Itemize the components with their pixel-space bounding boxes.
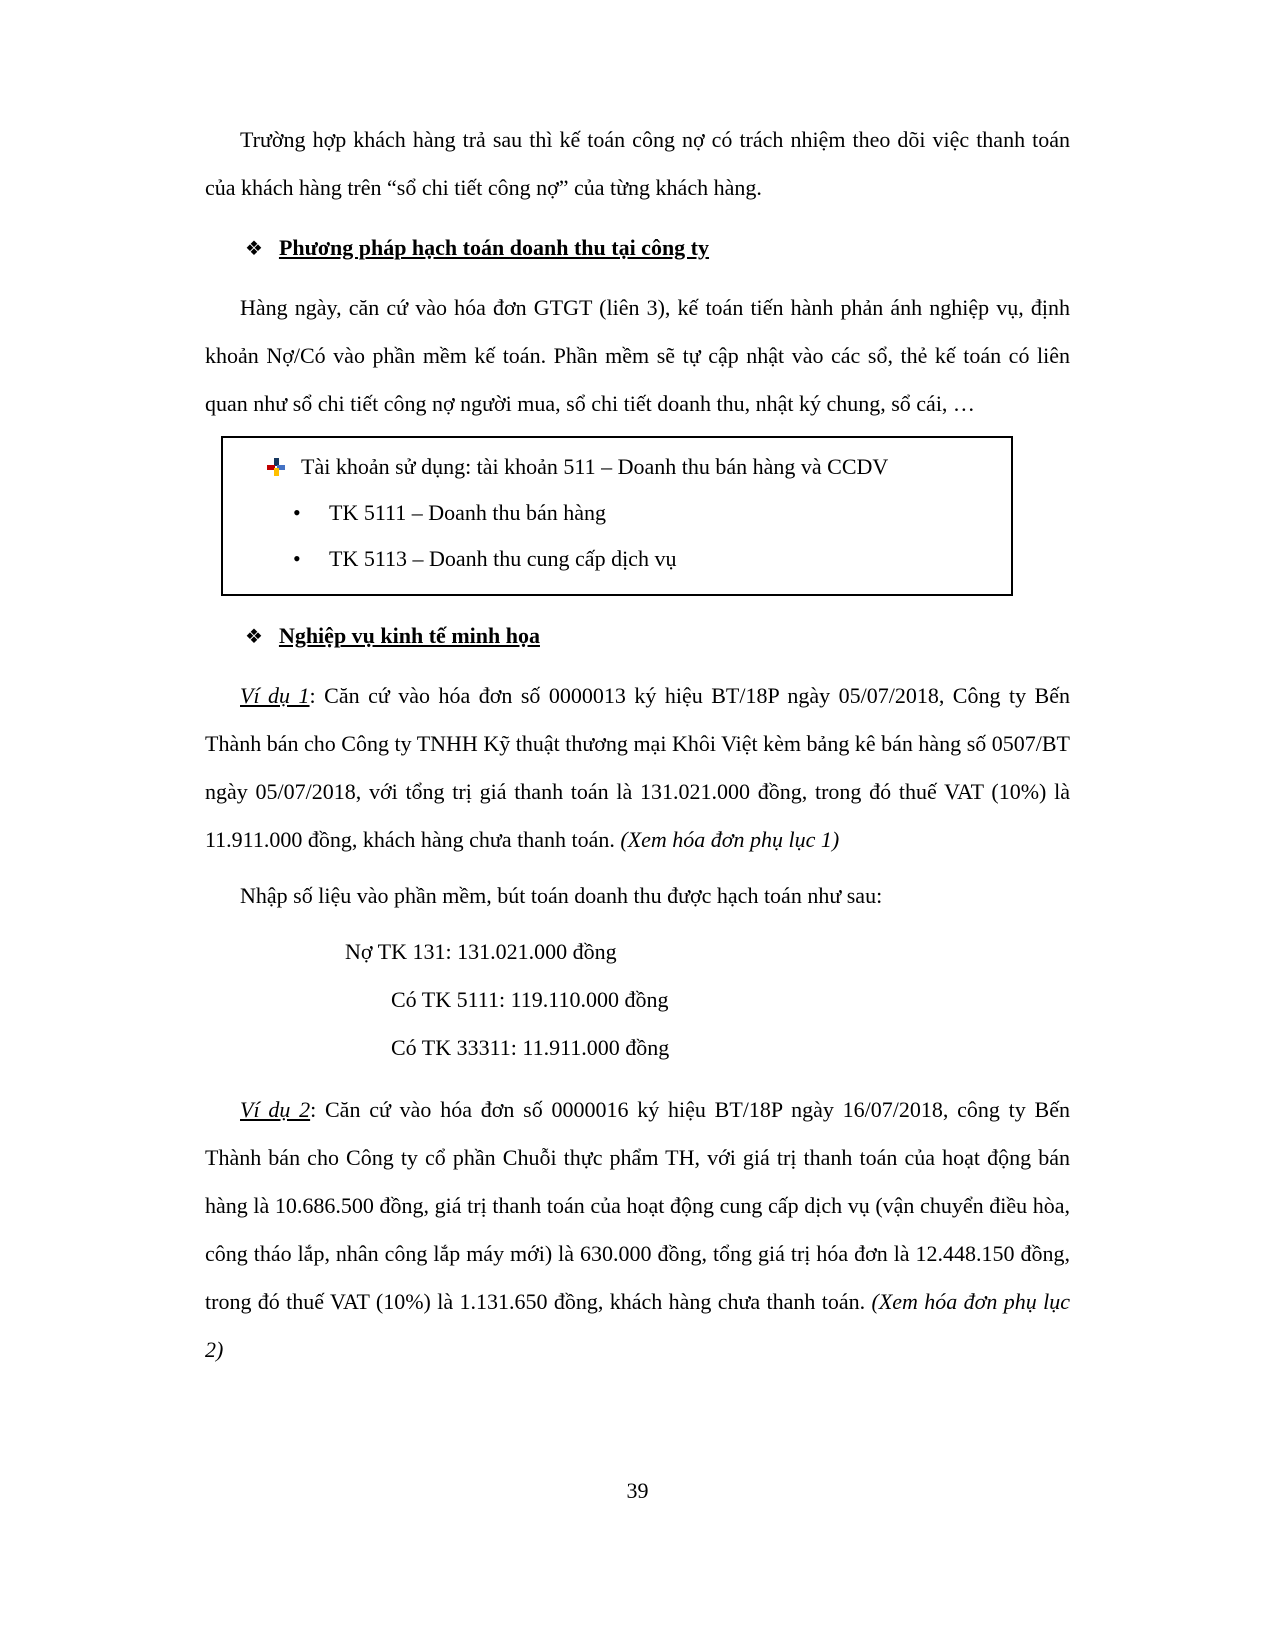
account-box-title-text: Tài khoản sử dụng: tài khoản 511 – Doanh thu bán hàng và CCDV <box>301 454 889 479</box>
example2-separator: : <box>310 1097 325 1122</box>
diamond-bullet-icon: ❖ <box>245 236 263 260</box>
example1-note: (Xem hóa đơn phụ lục 1) <box>620 827 840 852</box>
account-list <box>241 490 993 582</box>
plus-marker-icon <box>265 456 287 478</box>
bullet-icon: • <box>293 500 301 525</box>
intro-paragraph: Trường hợp khách hàng trả sau thì kế toán công nợ có trách nhiệm theo dõi việc thanh toán của khách hàng trên “sổ chi tiết công nợ” của từng khách hàng. <box>205 127 1070 200</box>
example1-paragraph <box>205 672 1070 864</box>
example2-text: Căn cứ vào hóa đơn số 0000016 ký hiệu BT/18P ngày 16/07/2018, công ty Bến Thành bán cho Công ty cổ phần Chuỗi thực phẩm TH, với giá trị thanh toán của hoạt động bán hàng là 10.686.500 đồng, giá trị thanh toán của hoạt động cung cấp dịch vụ (vận chuyển điều hòa, công tháo lắp, nhân công lắp máy mới) là 630.000 đồng, tổng giá trị hóa đơn là 12.448.150 đồng, trong đó thuế VAT (10%) là 1.131.650 đồng, khách hàng chưa thanh toán. <box>205 1097 1070 1314</box>
example2-label: Ví dụ 2 <box>240 1097 311 1122</box>
heading-examples-text: Nghiệp vụ kinh tế minh họa <box>278 623 540 648</box>
example2-paragraph <box>205 1086 1070 1374</box>
journal-line-debit: Nợ TK 131: 131.021.000 đồng <box>345 939 617 964</box>
account-usage-box <box>221 436 1013 596</box>
account-item-text: TK 5113 – Doanh thu cung cấp dịch vụ <box>329 546 677 571</box>
account-box-title <box>265 444 993 490</box>
heading-examples <box>245 612 1070 660</box>
page-number: 39 <box>626 1478 649 1503</box>
example1-separator: : <box>309 683 325 708</box>
method-paragraph: Hàng ngày, căn cứ vào hóa đơn GTGT (liên 3), kế toán tiến hành phản ánh nghiệp vụ, định khoản Nợ/Có vào phần mềm kế toán. Phần mềm sẽ tự cập nhật vào các sổ, thẻ kế toán có liên quan như sổ chi tiết công nợ người mua, sổ chi tiết doanh thu, nhật ký chung, sổ cái, … <box>205 295 1070 416</box>
bullet-icon: • <box>293 546 301 571</box>
journal-line-credit: Có TK 5111: 119.110.000 đồng <box>391 987 669 1012</box>
list-item <box>293 490 993 536</box>
journal-entries <box>205 928 1070 1072</box>
example1-label: Ví dụ 1 <box>240 683 310 708</box>
diamond-bullet-icon: ❖ <box>245 624 263 648</box>
heading-method <box>245 224 1070 272</box>
journal-line-credit: Có TK 33311: 11.911.000 đồng <box>391 1035 670 1060</box>
heading-method-text: Phương pháp hạch toán doanh thu tại công ty <box>278 235 710 260</box>
example1-text: Căn cứ vào hóa đơn số 0000013 ký hiệu BT/18P ngày 05/07/2018, Công ty Bến Thành bán cho Công ty TNHH Kỹ thuật thương mại Khôi Việt kèm bảng kê bán hàng số 0507/BT ngày 05/07/2018, với tổng trị giá thanh toán là 131.021.000 đồng, trong đó thuế VAT (10%) là 11.911.000 đồng, khách hàng chưa thanh toán. <box>205 683 1070 852</box>
example2-note: (Xem hóa đơn phụ lục 2) <box>205 1289 1070 1362</box>
account-item-text: TK 5111 – Doanh thu bán hàng <box>329 500 606 525</box>
entry-intro-paragraph: Nhập số liệu vào phần mềm, bút toán doanh thu được hạch toán như sau: <box>240 883 883 908</box>
list-item <box>293 536 993 582</box>
